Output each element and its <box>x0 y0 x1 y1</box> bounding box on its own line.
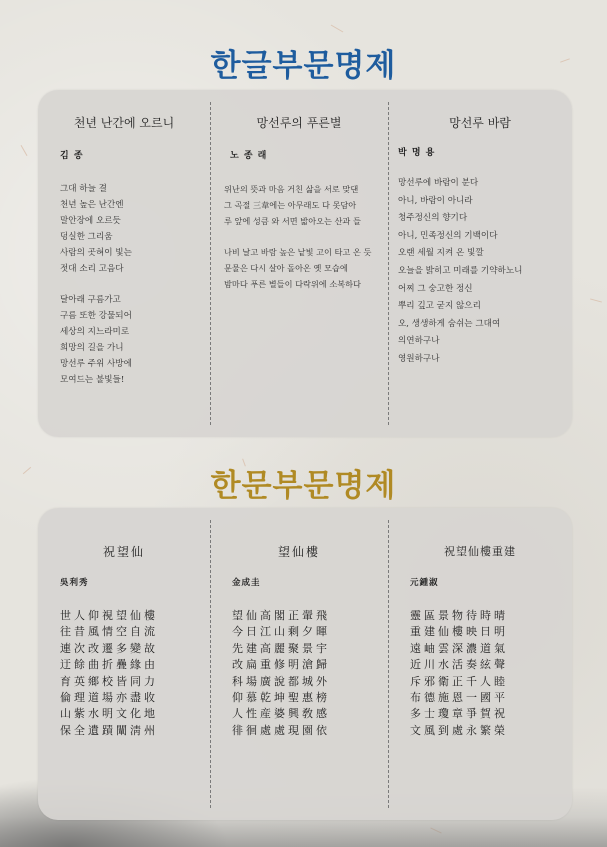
poem-line: 今日江山剩夕暉 <box>232 625 330 639</box>
stanza-gap <box>224 229 371 244</box>
poem-line: 말안장에 오르듯 <box>60 216 121 226</box>
stanza-gap <box>60 277 132 292</box>
poem-line: 徘徊處處現園依 <box>232 723 330 737</box>
poem-line: 오랜 세월 지켜 온 빛깔 <box>398 248 484 259</box>
poem-line: 人性産婆興敎感 <box>232 707 330 721</box>
poem-title: 祝望仙樓重建 <box>444 545 516 558</box>
hanmun-poem-1 <box>38 508 210 820</box>
poem-line: 多士瓊章爭賀祝 <box>410 707 508 721</box>
poem-line: 改扁重修明滄歸 <box>232 658 330 672</box>
paper-fiber <box>331 25 344 33</box>
poem-line: 망선루에 바람이 분다 <box>398 178 479 188</box>
poem-line: 重建仙樓映日明 <box>410 625 508 639</box>
poem-line: 청주정신의 향기다 <box>398 213 468 224</box>
poem-line: 달아래 구름가고 <box>60 295 121 305</box>
paper-fiber <box>21 145 28 156</box>
poem-line: 仰慕乾坤聖惠榜 <box>232 691 330 705</box>
hanmun-poems-panel <box>38 508 572 820</box>
poem-line: 루 앞에 성큼 와 서면 밟아오는 산과 들 <box>224 216 361 226</box>
poem-body <box>60 608 158 739</box>
korean-section-heading: 한글부문명제 <box>210 48 397 84</box>
poem-line: 오, 생생하게 숨쉬는 그대여 <box>398 318 501 329</box>
poem-line: 망선루 주위 사방에 <box>60 359 132 369</box>
poem-line: 나비 날고 바람 높은 낱빛 고이 타고 온 듯 <box>224 247 372 257</box>
korean-poem-2 <box>210 90 388 437</box>
poem-line: 덩실한 그리움 <box>60 232 113 242</box>
poem-author: 노 종 래 <box>230 151 268 161</box>
poem-line: 育英鄉校皆同力 <box>60 674 158 688</box>
poem-line: 世人仰視望仙樓 <box>60 609 158 622</box>
poem-author: 元鍾淑 <box>410 578 439 588</box>
poem-line: 先建高麗聚景宇 <box>232 641 330 655</box>
poem-line: 밤마다 푸른 별들이 다락위에 소복하다 <box>224 279 361 289</box>
poem-line: 山紫水明文化地 <box>60 707 158 721</box>
poem-line: 往昔風情空自流 <box>60 625 158 639</box>
poem-line: 오늘을 밝히고 미래를 기약하노니 <box>398 265 523 276</box>
poem-author: 김 종 <box>60 151 84 161</box>
hanmun-poem-3 <box>388 508 572 820</box>
korean-poems-panel <box>38 90 572 437</box>
poem-title: 望仙樓 <box>277 545 320 559</box>
poem-line: 아니, 바람이 아니라 <box>398 195 473 206</box>
poem-line: 望仙高閣正翬飛 <box>232 609 330 622</box>
poem-line: 모여드는 불빛들! <box>60 375 125 385</box>
poem-body <box>224 181 371 292</box>
poem-line: 아니, 민족정신의 기백이다 <box>398 230 498 241</box>
poem-line: 迂餘曲折疊緣由 <box>60 658 158 672</box>
poem-line: 영원하구나 <box>398 353 440 364</box>
poem-line: 文風到處永繁榮 <box>410 723 508 737</box>
poem-line: 連次改遷多變故 <box>60 641 158 655</box>
poem-line: 의연하구나 <box>398 336 440 347</box>
poem-line: 靈區景物待時晴 <box>410 609 508 622</box>
poem-author: 박 명 용 <box>398 148 436 158</box>
poem-line: 뿌리 깊고 굳지 않으리 <box>398 301 481 312</box>
poem-author: 金成圭 <box>232 578 261 588</box>
poem-line: 문물은 다시 살아 돌아온 옛 모습에 <box>224 263 348 273</box>
poem-title: 천년 난간에 오르니 <box>73 116 175 130</box>
poem-line: 사람의 곳혀이 빛는 <box>60 248 132 258</box>
poem-line: 그대 하늘 결 <box>60 184 107 194</box>
poem-line: 희망의 길을 가니 <box>60 343 124 353</box>
poem-line: 천년 높은 난간엔 <box>60 200 124 210</box>
poem-title: 망선루 바람 <box>449 116 511 130</box>
poem-title: 祝望仙 <box>102 545 145 559</box>
poem-line: 近川水活奏絃聲 <box>410 658 508 672</box>
poem-line: 斥邪衛正千人睦 <box>410 674 508 688</box>
hanmun-section-heading: 한문부문명제 <box>210 468 397 504</box>
poem-line: 구름 또한 강물되어 <box>60 311 132 321</box>
korean-poem-3 <box>388 90 572 437</box>
poem-title: 망선루의 푸른별 <box>256 116 342 130</box>
poem-line: 어찌 그 숭고한 정신 <box>398 283 473 294</box>
hanmun-poem-2 <box>210 508 388 820</box>
poem-line: 그 곡절 三韋에는 아무래도 다 못담아 <box>224 200 357 210</box>
poem-line: 젓대 소리 고음다 <box>60 264 124 274</box>
poem-body <box>232 608 330 739</box>
poem-line: 科場廣說都城外 <box>232 674 330 688</box>
poem-body <box>410 608 508 739</box>
poem-author: 吳利秀 <box>60 578 89 588</box>
poem-line: 위난의 뜻과 마음 거친 삶을 서로 맞댄 <box>224 184 359 194</box>
poem-body <box>398 175 522 369</box>
poem-line: 세상의 지느라미로 <box>60 327 130 337</box>
poem-line: 遠岫雲深濃道氣 <box>410 641 508 655</box>
poem-body <box>60 181 132 388</box>
paper-fiber <box>590 298 602 302</box>
korean-poem-1 <box>38 90 210 437</box>
poem-line: 布德施恩一國平 <box>410 691 508 705</box>
poem-line: 保全遺蹟闡淸州 <box>60 723 158 737</box>
poem-line: 倫理道場亦盡收 <box>60 691 158 705</box>
